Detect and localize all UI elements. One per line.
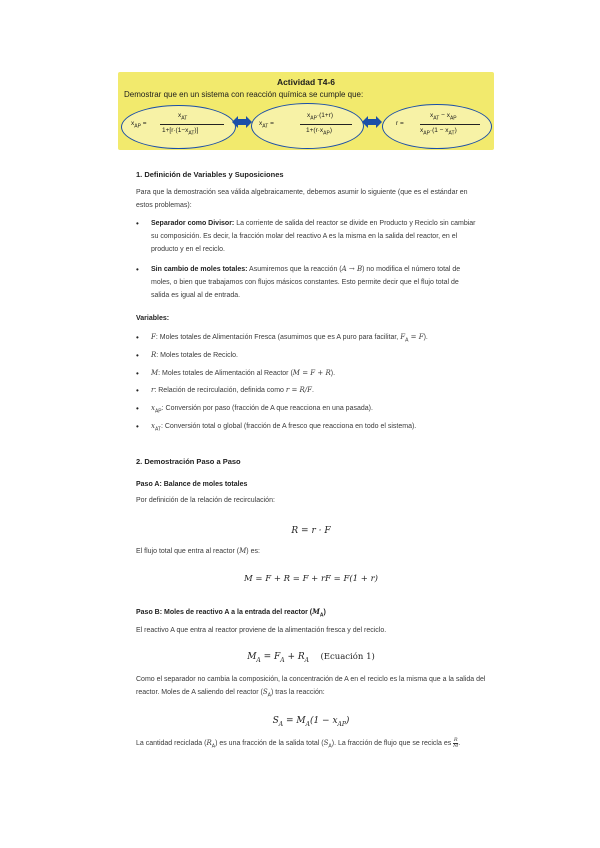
variables-label: Variables: xyxy=(136,315,170,322)
stepA-heading: Paso A: Balance de moles totales xyxy=(136,481,248,488)
section1-heading: 1. Definición de Variables y Suposiciones xyxy=(136,170,284,179)
formula3-lhs: r = xyxy=(396,120,404,127)
section2-heading: 2. Demostración Paso a Paso xyxy=(136,457,241,466)
double-arrow-icon xyxy=(232,115,252,129)
banner-title: Actividad T4-6 xyxy=(276,77,336,87)
stepB-text2: Como el separador no cambia la composición, la concentración de A en el reciclo es la misma que a la salida del reactor. Moles de A saliendo del reactor $(S_A)$ tras la reacción: xyxy=(136,676,486,699)
variable-item: • $x_{AP}$: Conversión por paso (fracción de A que reacciona en una pasada). xyxy=(136,404,373,415)
formula3-numerator: $x_{AT} - x_{AP}$ xyxy=(430,112,457,122)
variable-item: • F: Moles totales de Alimentación Fresca (asumimos que es A puro para facilitar, $F_A = F$). xyxy=(136,333,428,344)
stepB-text3: La cantidad reciclada $(R_A)$ es una fracción de la salida total $(S_A)$. La fracción de flujo que se recicla es $\frac{R}{M}$. xyxy=(136,736,461,750)
formula1-lhs: $x_{AP}$ = xyxy=(131,120,147,130)
formula2-denominator: $1+(r\cdot x_{AP})$ xyxy=(306,127,332,137)
formula1-fraction-bar xyxy=(160,124,224,125)
variable-item: • $x_{AT}$: Conversión total o global (fracción de A fresco que reacciona en todo el sistema). xyxy=(136,422,417,433)
double-arrow-icon xyxy=(362,115,382,129)
assumption-moles: • Sin cambio de moles totales: Asumiremos que la reacción (A → B) no modifica el número total de moles, o bien que trabajamos con flujos másicos constantes. Esto permite decir que el flujo total de salida es igual al de entrada. xyxy=(136,265,461,300)
equation-R: R = r · F xyxy=(291,526,331,536)
stepB-text: El reactivo A que entra al reactor proviene de la alimentación fresca y del reciclo. xyxy=(136,627,387,634)
stepA-text2: El flujo total que entra al reactor (M) es: xyxy=(136,547,260,555)
formula2-fraction-bar xyxy=(300,124,352,125)
formula2-lhs: $x_{AT}$ = xyxy=(259,120,274,130)
activity-banner xyxy=(118,72,494,150)
equation-SA: $S_A = M_A(1 - x_{AP})$ xyxy=(272,716,350,728)
stepB-heading: Paso B: Moles de reactivo A a la entrada del reactor $(M_A)$ xyxy=(136,607,326,619)
formula1-numerator: $x_{AT}$ xyxy=(178,112,188,122)
formula3-denominator: $x_{AP}\cdot(1 - x_{AT})$ xyxy=(420,127,457,137)
formula2-numerator: $x_{AP}\cdot(1+r)$ xyxy=(307,112,333,122)
variable-item: • R: Moles totales de Reciclo. xyxy=(136,351,238,360)
formula1-denominator: $1+[r\cdot(1-x_{AT})]$ xyxy=(162,127,199,137)
variable-item: • r: Relación de recirculación, definida como r = R/F. xyxy=(136,386,314,395)
stepA-text: Por definición de la relación de recirculación: xyxy=(136,497,275,504)
variable-item: • M: Moles totales de Alimentación al Reactor (M = F + R). xyxy=(136,369,336,378)
banner-subtitle: Demostrar que en un sistema con reacción química se cumple que: xyxy=(124,90,364,99)
formula3-fraction-bar xyxy=(420,124,480,125)
assumption-separator: • Separador como Divisor: La corriente de salida del reactor se divide en Producto y Reciclo sin cambiar su composición. Es decir, la fracción molar del reactivo A es la misma en la salida del reactor, en el producto y en el reciclo. xyxy=(136,219,476,254)
equation-1: $M_A = F_A + R_A$ (Ecuación 1) xyxy=(247,652,375,664)
section1-intro: Para que la demostración sea válida algebraicamente, debemos asumir lo siguiente (que es el estándar en estos problemas): xyxy=(136,189,468,209)
equation-M: M = F + R = F + rF = F(1 + r) xyxy=(243,574,379,584)
